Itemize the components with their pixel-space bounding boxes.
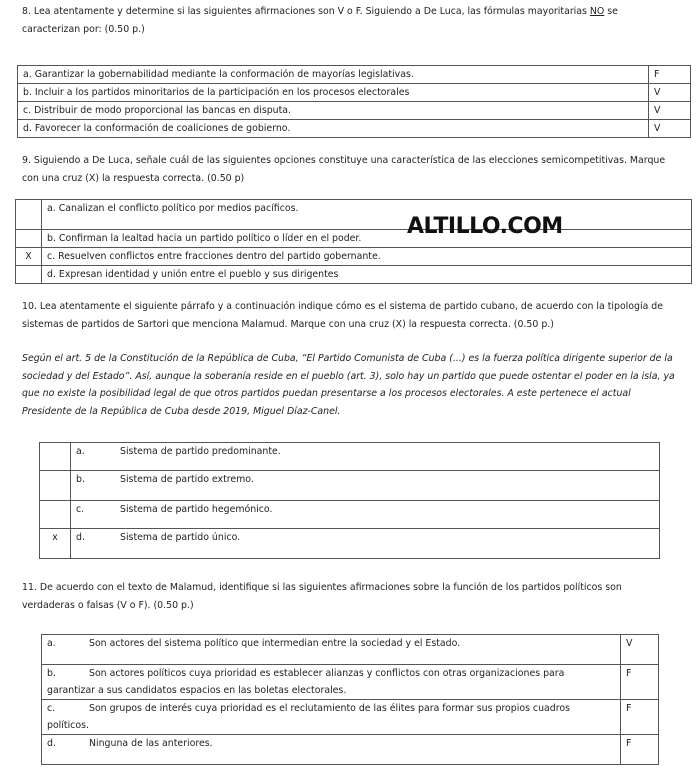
table-row [16, 248, 692, 266]
q10-option: b. Sistema de partido extremo. [71, 471, 660, 501]
q8-answer[interactable]: V [649, 102, 691, 120]
q11-statement: d. Ninguna de las anteriores. [42, 735, 621, 765]
table-row [42, 700, 659, 735]
q8-statement: a. Garantizar la gobernabilidad mediante la conformación de mayorías legislativas. [18, 66, 649, 84]
table-row [42, 665, 659, 700]
q9-option: b. Confirman la lealtad hacia un partido político o líder en el poder. [42, 230, 692, 248]
q8-statement: b. Incluir a los partidos minoritarios de la participación en los procesos electorales [18, 84, 649, 102]
q9-mark[interactable]: X [16, 248, 42, 266]
q10-option: d. Sistema de partido único. [71, 529, 660, 559]
q11-answer[interactable]: V [621, 635, 659, 665]
q10-quote: Según el art. 5 de la Constitución de la República de Cuba, “El Partido Comunista de Cuba (...) es la fuerza política dirigente superior de la sociedad y del Estado”. Así, aunque la soberanía reside en el pueblo (art. 3), solo hay un partido que puede ostentar el poder en la isla, ya que no existe la posibilidad legal de que otros partidos puedan presentarse a los procesos electorales. A este pertenece el actual Presidente de la República de Cuba desde 2019, Miguel Díaz-Canel. [22, 353, 675, 417]
q8-table [17, 65, 691, 138]
q9-option: d. Expresan identidad y unión entre el pueblo y sus dirigentes [42, 266, 692, 284]
q9-table [15, 199, 692, 284]
table-row [18, 120, 691, 138]
q10-mark[interactable]: x [40, 529, 71, 559]
q11-statement: b. Son actores políticos cuya prioridad es establecer alianzas y conflictos con otras organizaciones para garantizar a sus candidatos espacios en las boletas electorales. [42, 665, 621, 700]
table-row [18, 84, 691, 102]
q8-answer[interactable]: F [649, 66, 691, 84]
q8-statement: c. Distribuir de modo proporcional las bancas en disputa. [18, 102, 649, 120]
table-row [16, 200, 692, 230]
q8-underlined-no: NO [589, 6, 605, 17]
q11-statement: a. Son actores del sistema político que intermedian entre la sociedad y el Estado. [42, 635, 621, 665]
table-row [18, 102, 691, 120]
table-row [40, 471, 660, 501]
q9-option: c. Resuelven conflictos entre fracciones dentro del partido gobernante. [42, 248, 692, 266]
q8-prompt: 8. Lea atentamente y determine si las siguientes afirmaciones son V o F. Siguiendo a De Luca, las fórmulas mayoritarias NO se caracterizan por: (0.50 p.) [22, 6, 618, 35]
q8-answer[interactable]: V [649, 84, 691, 102]
watermark-logo: ALTILLO.COM [407, 214, 563, 239]
table-row [40, 443, 660, 471]
q10-mark[interactable] [40, 471, 71, 501]
q8-statement: d. Favorecer la conformación de coaliciones de gobierno. [18, 120, 649, 138]
q8-answer[interactable]: V [649, 120, 691, 138]
q11-answer[interactable]: F [621, 735, 659, 765]
table-row [40, 529, 660, 559]
table-row [40, 501, 660, 529]
table-row [42, 635, 659, 665]
q10-prompt: 10. Lea atentamente el siguiente párrafo y a continuación indique cómo es el sistema de partido cubano, de acuerdo con la tipología de sistemas de partidos de Sartori que menciona Malamud. Marque con una cruz (X) la respuesta correcta. (0.50 p.) [22, 301, 664, 330]
q11-answer[interactable]: F [621, 665, 659, 700]
q10-option: a. Sistema de partido predominante. [71, 443, 660, 471]
q11-table [41, 634, 659, 765]
q9-mark[interactable] [16, 230, 42, 248]
q10-mark[interactable] [40, 443, 71, 471]
q9-mark[interactable] [16, 200, 42, 230]
q10-table [39, 442, 660, 559]
q10-mark[interactable] [40, 501, 71, 529]
table-row [18, 66, 691, 84]
q11-answer[interactable]: F [621, 700, 659, 735]
table-row [16, 230, 692, 248]
q9-prompt: 9. Siguiendo a De Luca, señale cuál de las siguientes opciones constituye una característica de las elecciones semicompetitivas. Marque con una cruz (X) la respuesta correcta. (0.50 p) [22, 155, 666, 184]
q11-statement: c. Son grupos de interés cuya prioridad es el reclutamiento de las élites para formar sus propios cuadros políticos. [42, 700, 621, 735]
q10-option: c. Sistema de partido hegemónico. [71, 501, 660, 529]
q9-mark[interactable] [16, 266, 42, 284]
q11-prompt: 11. De acuerdo con el texto de Malamud, identifique si las siguientes afirmaciones sobre la función de los partidos políticos son verdaderas o falsas (V o F). (0.50 p.) [22, 582, 622, 611]
table-row [16, 266, 692, 284]
q9-option: a. Canalizan el conflicto político por medios pacíficos. [42, 200, 692, 230]
table-row [42, 735, 659, 765]
